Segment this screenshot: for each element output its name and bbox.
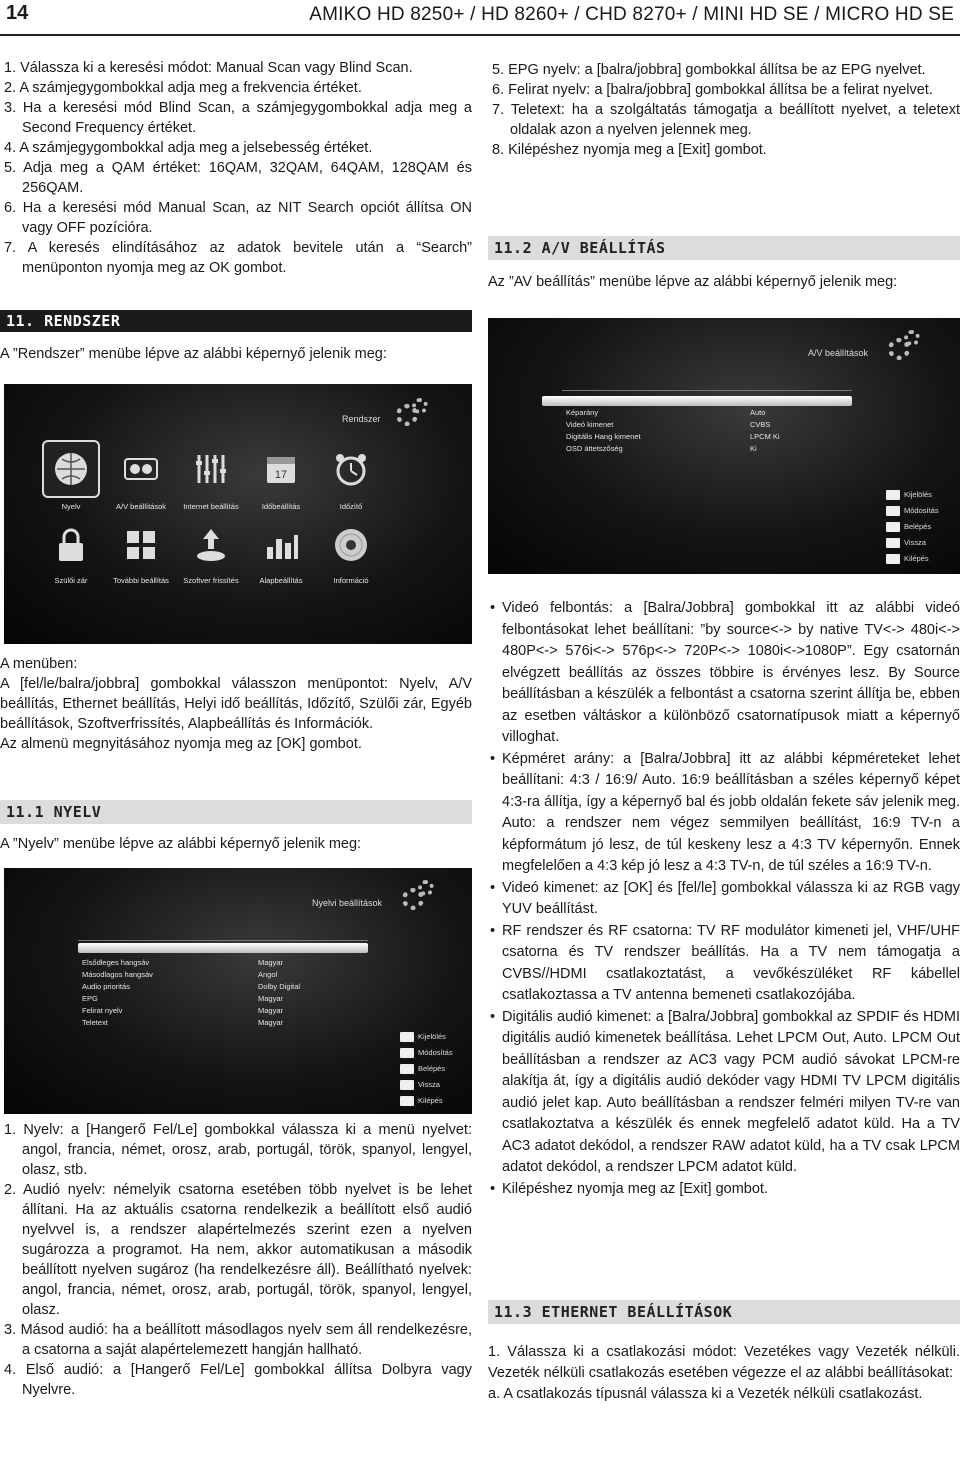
section-11 xyxy=(0,310,472,364)
bars-icon xyxy=(259,523,303,567)
default-settings-tile[interactable] xyxy=(252,516,310,574)
legend-item: Kijelölés xyxy=(886,490,932,500)
bullet-item: • Videó felbontás: a [Balra/Jobbra] gombokkal itt az alábbi videó felbontásokat lehet beállítani: ”by source<-> by native TV<-> 480i<-> 480P<-> 576i<-> 576p<-> 720P<-> 1080i<->1080P”. Egy csatornán elvégzett beállítás az összes többire is érvényes lesz. By Source beállításban a készülék a felbontást a csatorna szerint állítja be, ebben az esetben váltáskor a különböző csatornatípusok miatt a képernyő villoghat. xyxy=(488,598,960,749)
legend-item: Módosítás xyxy=(400,1048,453,1058)
more-settings-tile[interactable] xyxy=(112,516,170,574)
av-icon xyxy=(119,447,163,491)
list-item: 1. Válassza ki a keresési módot: Manual Scan vagy Blind Scan. xyxy=(4,60,413,76)
bullet-item: • Videó kimenet: az [OK] és [fel/le] gombokkal válassza ki az RGB vagy YUV beállítást. xyxy=(488,878,960,921)
legend-item: Belépés xyxy=(400,1064,445,1074)
equalizer-icon xyxy=(189,447,233,491)
bullet-item: • Digitális audió kimenet: a [Balra/Jobbra] gombokkal az SPDIF és HDMI digitális audió kimenetek beállítása. Lehet LPCM Out, Auto. LPCM Out beállításban a rendszer az AC3 vagy PCM audió sávokat LPCM-re alakítja át, így a digitális audió dekóder vagy HDMI TV LPCM digitális audió jelet kap. Auto beállításban a rendszer felméri milyen TV-re van csatlakoztatva a készülék és ennek megfelelő adatot küld. Ha a TV AC3 adatot dekódol, a rendszer RAW adatot küld, ha a TV csak LPCM adatot dekódol, a rendszer LPCM adatot küld. xyxy=(488,1007,960,1179)
section-11-1 xyxy=(0,800,472,854)
list-item: 6. Felirat nyelv: a [balra/jobbra] gombokkal állítsa be a felirat nyelvet. xyxy=(492,82,933,98)
menu-label[interactable]: Másodlagos hangsáv xyxy=(82,970,153,979)
language-menu-screenshot xyxy=(4,868,472,1114)
menu-value: Dolby Digital xyxy=(258,982,301,991)
list-item: 8. Kilépéshez nyomja meg a [Exit] gombot. xyxy=(492,142,767,158)
section-heading: 11.1 NYELV xyxy=(0,800,472,824)
section-intro: A ”Nyelv” menübe lépve az alábbi képernyő jelenik meg: xyxy=(0,836,362,852)
icon-label: Alapbeállítás xyxy=(259,576,303,585)
menu-label[interactable]: Teletext xyxy=(82,1018,108,1027)
menu-value: Auto xyxy=(750,408,766,417)
menu-value: Magyar xyxy=(258,994,284,1003)
internet-settings-tile[interactable] xyxy=(182,440,240,498)
menu-value: Ki xyxy=(750,444,757,453)
section-intro: A ”Rendszer” menübe lépve az alábbi képernyő jelenik meg: xyxy=(0,346,387,362)
icon-label: Szülői zár xyxy=(54,576,88,585)
section-heading: 11. RENDSZER xyxy=(0,310,472,332)
menu-label[interactable]: Elsődleges hangsáv xyxy=(82,958,150,967)
software-update-icon xyxy=(189,523,233,567)
av-settings-tile[interactable] xyxy=(112,440,170,498)
list-item: 3. Másod audió: ha a beállított másodlagos nyelv sem áll rendelkezésre, a csatorna a saját alapértelemezett hangján hallható. xyxy=(4,1322,472,1358)
screen-title: A/V beállítások xyxy=(808,348,869,358)
menu-label[interactable]: Felirat nyelv xyxy=(82,1006,123,1015)
time-settings-tile[interactable] xyxy=(252,440,310,498)
information-tile[interactable] xyxy=(322,516,380,574)
page-number: 14 xyxy=(6,2,29,24)
menu-value: Magyar xyxy=(258,1006,284,1015)
timer-tile[interactable] xyxy=(322,440,380,498)
screen-title: Nyelvi beállítások xyxy=(312,898,383,908)
list-item: 4. Első audió: a [Hangerő Fel/Le] gombokkal állítsa Dolbyra vagy Nyelvre. xyxy=(4,1362,472,1398)
padlock-icon xyxy=(49,523,93,567)
paragraph: A menüben: xyxy=(0,656,78,672)
list-item: 5. EPG nyelv: a [balra/jobbra] gombokkal állítsa be az EPG nyelvet. xyxy=(492,62,926,78)
calendar-icon xyxy=(259,447,303,491)
paragraph: Az almenü megnyitásához nyomja meg az [OK] gombot. xyxy=(0,736,362,752)
divider xyxy=(562,390,852,391)
icon-label: Szoftver frissítés xyxy=(183,576,239,585)
section-heading: 11.3 ETHERNET BEÁLLÍTÁSOK xyxy=(488,1300,960,1324)
bullet-item: • Képméret arány: a [Balra/Jobbra] itt az alábbi képméreteket lehet beállítani: 4:3 / 16:9/ Auto. 16:9 beállításban a széles képernyő képet 4:3-ra állítja, így a képernyő bal és jobb oldalán fekete sáv jelenik meg. Auto: a rendszer nem végez semmilyen beállítást, 16:9 TV-n a képformátum jó lesz, de túl keskeny lesz a 4:3 TV képernyőn. Ennek megfelelően a 4:3 kép jó lesz a 4:3 TV-n, de túl széles a 16:9 TV-n. xyxy=(488,749,960,878)
menu-label[interactable]: Digitális Hang kimenet xyxy=(566,432,641,441)
list-item: 2. A számjegygombokkal adja meg a frekvencia értéket. xyxy=(4,80,362,96)
legend-item: Módosítás xyxy=(886,506,939,516)
av-menu-screenshot xyxy=(488,318,960,574)
menu-label[interactable]: Videó kimenet xyxy=(566,420,614,429)
software-update-tile[interactable] xyxy=(182,516,240,574)
av-options-list xyxy=(488,598,960,1200)
list-item: 7. Teletext: ha a szolgáltatás támogatja a beállított nyelvet, a teletext oldalak azon a nyelven jelennek meg. xyxy=(492,102,960,138)
icon-label: További beállítás xyxy=(113,576,169,585)
menu-label[interactable]: EPG xyxy=(82,994,98,1003)
header-title: AMIKO HD 8250+ / HD 8260+ / CHD 8270+ / MINI HD SE / MICRO HD SE xyxy=(309,4,954,25)
gear-icon xyxy=(904,330,920,346)
right-top-section xyxy=(488,60,960,160)
language-options-list xyxy=(0,1120,472,1400)
section-intro: Az ”AV beállítás” menübe lépve az alábbi képernyő jelenik meg: xyxy=(488,274,898,290)
list-item: 3. Ha a keresési mód Blind Scan, a számjegygombokkal adja meg a Second Frequency értéket. xyxy=(4,100,472,136)
svg-text:17: 17 xyxy=(274,469,288,481)
icon-label: A/V beállítások xyxy=(115,502,167,511)
icon-label: Információ xyxy=(333,576,369,585)
language-tile[interactable] xyxy=(42,440,100,498)
system-menu-description xyxy=(0,654,472,754)
legend-item: Kilépés xyxy=(886,554,929,564)
menu-value: Magyar xyxy=(258,1018,284,1027)
legend-item: Kilépés xyxy=(400,1096,443,1106)
legend-item: Belépés xyxy=(886,522,931,532)
section-heading: 11.2 A/V BEÁLLÍTÁS xyxy=(488,236,960,260)
list-item: 6. Ha a keresési mód Manual Scan, az NIT Search opciót állítsa ON vagy OFF pozícióra. xyxy=(4,200,472,236)
menu-value: CVBS xyxy=(750,420,771,429)
legend-item: Kijelölés xyxy=(400,1032,446,1042)
list-item: 7. A keresés elindításához az adatok bevitele után a “Search” menüponton nyomja meg az OK gombot. xyxy=(4,240,472,276)
list-item: 1. Nyelv: a [Hangerő Fel/Le] gombokkal válassza ki a menü nyelvet: angol, francia, német, orosz, arab, portugál, török, spanyol, lengyel, olasz, stb. xyxy=(4,1122,472,1178)
divider xyxy=(78,940,368,941)
globe-icon xyxy=(49,447,93,491)
disc-icon xyxy=(329,523,373,567)
gear-icon xyxy=(418,880,434,896)
section-11-3 xyxy=(488,1300,960,1405)
menu-value: LPCM Ki xyxy=(750,432,780,441)
system-menu-screenshot xyxy=(4,384,472,644)
screen-title: Rendszer xyxy=(342,414,381,424)
selection-highlight xyxy=(542,396,852,406)
left-top-section xyxy=(0,58,472,278)
icon-label: Időbeállítás xyxy=(261,502,301,511)
section-11-2 xyxy=(488,236,960,292)
scan-steps-list xyxy=(0,58,472,278)
gear-icon xyxy=(412,398,428,414)
bullet-item: • RF rendszer és RF csatorna: TV RF modulátor kimeneti jel, VHF/UHF csatorna és TV rendszer beállítás. Ha a TV nem támogatja a CVBS//HDMI csatlakoztatást, a vevőkészüléket RF kábellel csatlakoztassa a TV antenna bemeneti csatlakozójába. xyxy=(488,921,960,1007)
list-item: 2. Audió nyelv: némelyik csatorna esetében több nyelvet is be lehet állítani. Ha az aktuális csatorna rendelkezik a beállított első audió nyelvvel is, a rendszer alapértelmezés szerint ezen a nyelven sugározza a programot. Ha nem, akkor automatikusan a második beállított nyelven sugároz (ha rendelkezésre áll). Beállítható nyelvek: angol, francia, német, orosz, arab, portugál, török, spanyol, lengyel, olasz. xyxy=(4,1182,472,1318)
menu-value: Angol xyxy=(258,970,278,979)
menu-label[interactable]: Audio prioritás xyxy=(82,982,130,991)
legend-item: Vissza xyxy=(400,1080,440,1090)
icon-label: Nyelv xyxy=(61,502,81,511)
list-item: 4. A számjegygombokkal adja meg a jelsebesség értéket. xyxy=(4,140,373,156)
alarm-clock-icon xyxy=(329,447,373,491)
legend-item: Vissza xyxy=(886,538,926,548)
grid-icon xyxy=(119,523,163,567)
list-item: 5. Adja meg a QAM értéket: 16QAM, 32QAM, 64QAM, 128QAM és 256QAM. xyxy=(4,160,472,196)
paragraph: 1. Válassza ki a csatlakozási módot: Vezetékes vagy Vezeték nélküli. Vezeték nélküli csatlakozás esetében végezze el az alábbi beállításokat: xyxy=(488,1344,960,1381)
icon-label: Internet beállítás xyxy=(183,502,239,511)
bullet-item: • Kilépéshez nyomja meg az [Exit] gombot. xyxy=(488,1179,960,1201)
menu-value: Magyar xyxy=(258,958,284,967)
list-item: a. A csatlakozás típusnál válassza ki a Vezeték nélküli csatlakozást. xyxy=(488,1386,923,1402)
selection-highlight xyxy=(78,943,368,953)
icon-label: Időzítő xyxy=(339,502,363,511)
menu-label[interactable]: OSD áttetszőség xyxy=(566,444,623,453)
paragraph: A [fel/le/balra/jobbra] gombokkal válasszon menüpontot: Nyelv, A/V beállítás, Ethernet beállítás, Helyi idő beállítás, Időzítő, Szülői zár, Egyéb beállítások, Szoftverfrissítés, Alapbeállítás és Információk. xyxy=(0,676,472,732)
parental-lock-tile[interactable] xyxy=(42,516,100,574)
menu-label[interactable]: Képarány xyxy=(566,408,599,417)
page-header xyxy=(0,0,960,36)
